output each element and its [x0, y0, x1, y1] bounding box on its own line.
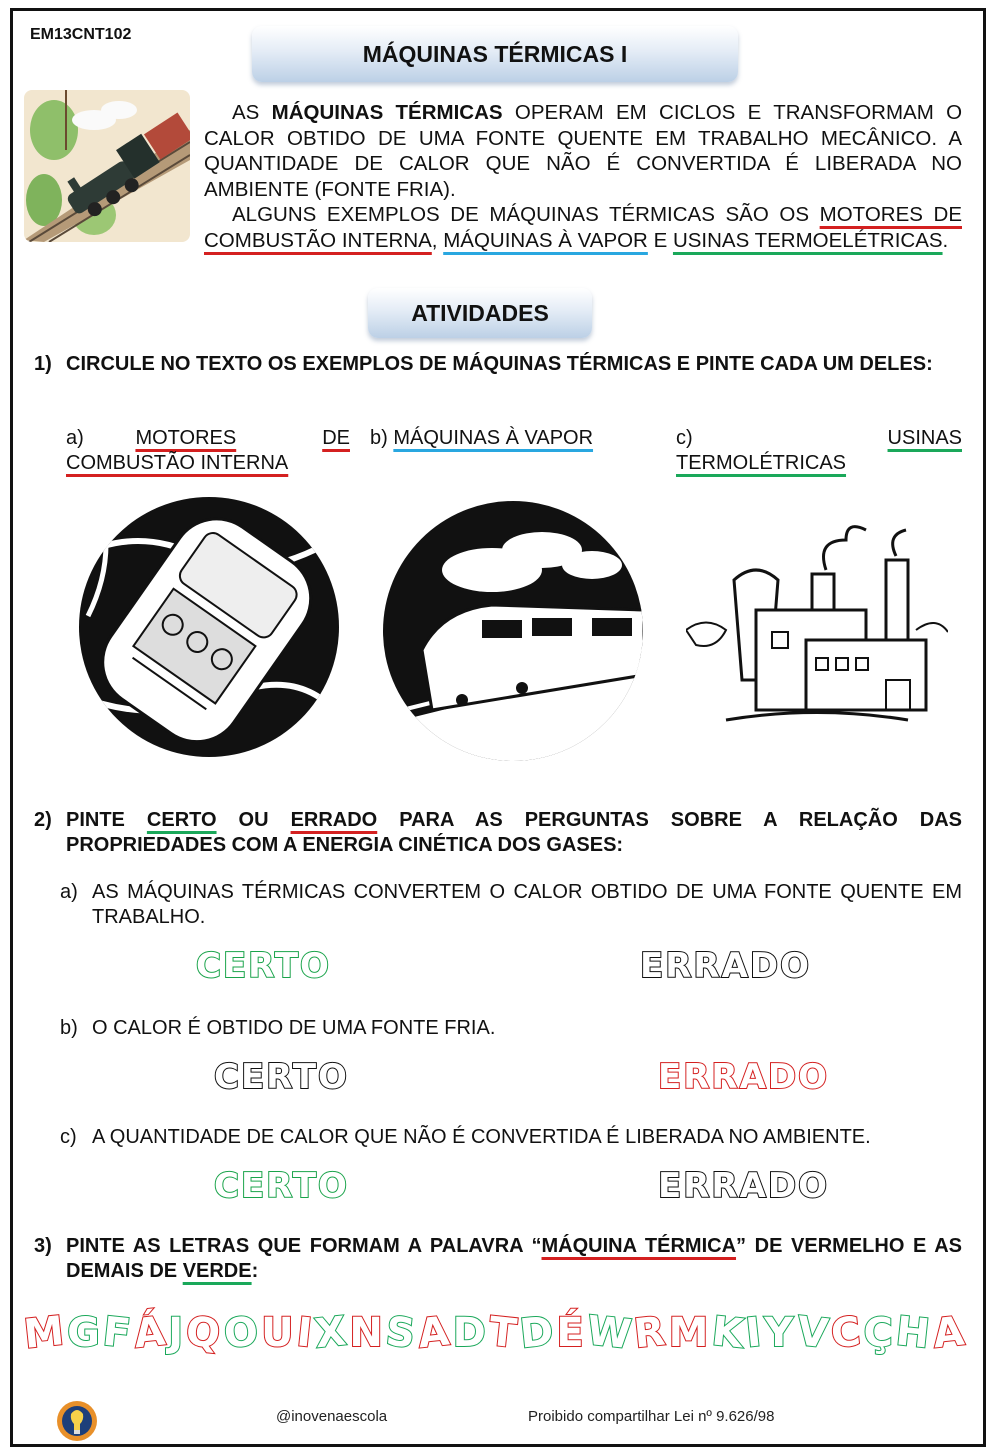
- question-1: 1) CIRCULE NO TEXTO OS EXEMPLOS DE MÁQUINAS TÉRMICAS E PINTE CADA UM DELES:: [34, 353, 933, 375]
- option-a: a) MOTORES DE COMBUSTÃO INTERNA: [66, 427, 350, 474]
- letter-tile[interactable]: N: [349, 1310, 383, 1356]
- curriculum-code: EM13CNT102: [30, 26, 132, 43]
- letter-tile[interactable]: U: [261, 1310, 294, 1356]
- letter-tile[interactable]: É: [556, 1310, 584, 1356]
- intro-highlight: MÁQUINAS TÉRMICAS: [271, 101, 503, 124]
- certo-option-c[interactable]: CERTO: [214, 1166, 349, 1206]
- errado-option-c[interactable]: ERRADO: [658, 1166, 830, 1206]
- letter-tile[interactable]: Q: [184, 1308, 223, 1358]
- intro-paragraph: AS MÁQUINAS TÉRMICAS OPERAM EM CICLOS E TRANSFORMAM O CALOR OBTIDO DE UMA FONTE QUENTE EM TRABALHO MECÂNICO. A QUANTIDADE DE CALOR QUE NÃO É CONVERTIDA É LIBERADA NO AMBIENTE (FONTE FRIA). ALGUNS EXEMPLOS DE MÁQUINAS TÉRMICAS SÃO OS MOTORES DE COMBUSTÃO INTERNA, MÁQUINAS À VAPOR E USINAS TERMOELÉTRICAS.: [204, 101, 963, 252]
- letter-tile[interactable]: R: [632, 1308, 668, 1358]
- question-2c: c) A QUANTIDADE DE CALOR QUE NÃO É CONVERTIDA É LIBERADA NO AMBIENTE.: [60, 1126, 871, 1148]
- certo-option-b[interactable]: CERTO: [214, 1057, 349, 1097]
- option-b-text: MÁQUINAS À VAPOR: [393, 427, 594, 449]
- letter-tile[interactable]: T: [486, 1308, 519, 1358]
- letter-tile[interactable]: A: [416, 1308, 452, 1358]
- inove-logo-icon: [56, 1400, 98, 1442]
- letter-tile[interactable]: A: [930, 1308, 967, 1358]
- letter-tile[interactable]: X: [312, 1308, 349, 1358]
- activities-title: ATIVIDADES: [368, 288, 592, 338]
- letter-tile[interactable]: D: [452, 1310, 486, 1356]
- letter-tile[interactable]: Y: [764, 1310, 794, 1356]
- example-maquinas-vapor: MÁQUINAS À VAPOR: [443, 228, 648, 252]
- letter-tile[interactable]: O: [221, 1308, 261, 1358]
- question-2b: b) O CALOR É OBTIDO DE UMA FONTE FRIA.: [60, 1017, 496, 1039]
- letter-tile[interactable]: K: [709, 1308, 746, 1358]
- train-illustration: [382, 500, 644, 767]
- letter-tile[interactable]: G: [67, 1310, 100, 1356]
- letter-tile[interactable]: H: [893, 1308, 933, 1358]
- car-engine-illustration: [78, 496, 340, 763]
- letter-tile[interactable]: F: [100, 1308, 133, 1358]
- letter-tile[interactable]: M: [668, 1310, 709, 1356]
- letter-tile[interactable]: Ç: [863, 1310, 893, 1356]
- letter-tile[interactable]: I: [294, 1309, 315, 1357]
- letter-tile[interactable]: D: [517, 1308, 556, 1358]
- letter-tile[interactable]: J: [168, 1310, 184, 1356]
- option-c: c) USINAS TERMOLÉTRICAS: [676, 427, 962, 474]
- question-2a: a) AS MÁQUINAS TÉRMICAS CONVERTEM O CALOR OBTIDO DE UMA FONTE QUENTE EM TRABALHO.: [60, 881, 962, 928]
- letter-tile[interactable]: C: [828, 1308, 863, 1358]
- errado-option-a[interactable]: ERRADO: [640, 946, 812, 986]
- question-3: 3) PINTE AS LETRAS QUE FORMAM A PALAVRA “MÁQUINA TÉRMICA” DE VERMELHO E AS DEMAIS DE VERDE:: [34, 1235, 963, 1282]
- letter-tile[interactable]: M: [21, 1308, 67, 1358]
- page-title: MÁQUINAS TÉRMICAS I: [252, 26, 738, 82]
- question-2: 2) PINTE CERTO OU ERRADO PARA AS PERGUNTAS SOBRE A RELAÇÃO DAS PROPRIEDADES COM A ENERGIA CINÉTICA DOS GASES:: [34, 809, 962, 856]
- letter-tile[interactable]: S: [383, 1308, 418, 1358]
- option-c-text: USINAS: [887, 427, 962, 449]
- footer-notice: Proibido compartilhar Lei nº 9.626/98: [528, 1408, 775, 1425]
- errado-option-b[interactable]: ERRADO: [658, 1057, 830, 1097]
- letter-tile[interactable]: V: [794, 1308, 830, 1358]
- example-usinas: USINAS TERMOELÉTRICAS: [672, 228, 943, 252]
- footer-handle: @inovenaescola: [276, 1408, 388, 1425]
- option-a-text: MOTORES DE: [135, 427, 350, 449]
- letter-tile[interactable]: I: [743, 1309, 764, 1357]
- letter-tile[interactable]: W: [584, 1307, 634, 1359]
- letter-tile[interactable]: Á: [131, 1308, 168, 1358]
- factory-illustration: [686, 520, 948, 747]
- example-motores: MOTORES DE COMBUSTÃO INTERNA: [204, 203, 962, 252]
- option-b: b) MÁQUINAS À VAPOR: [370, 427, 594, 449]
- certo-option-a[interactable]: CERTO: [196, 946, 331, 986]
- letter-row: [21, 1307, 967, 1359]
